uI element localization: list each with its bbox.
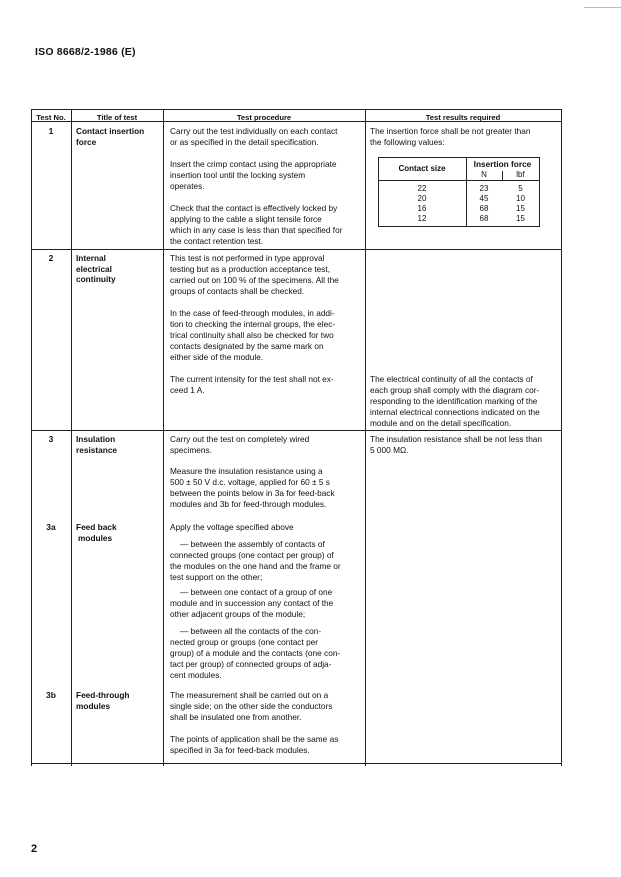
lbf-22: 5 [518, 184, 523, 193]
procedure-2a: This test is not performed in type approval testing but as a production acceptance test, carried out on 100 % of the specimens. All the groups of contacts shall be checked. [170, 253, 339, 297]
results-3: The insulation resistance shall be not less than 5 000 MΩ. [370, 434, 543, 456]
newton-22: 23 [479, 184, 489, 193]
procedure-1b: Insert the crimp contact using the appropriate insertion tool until the locking system operates. [170, 159, 337, 192]
procedure-3a-3: — between one contact of a group of one module and in succession any contact of the other adjacent groups of the module; [170, 587, 334, 620]
size-16: 16 [417, 204, 427, 213]
procedure-2b: In the case of feed-through modules, in addi- tion to checking the internal groups, the elec- trical continuity shall also be checked for two contacts designated by the same mark on either side of the module. [170, 308, 336, 363]
table-divider-1 [71, 109, 72, 766]
procedure-1a: Carry out the test individually on each contact or as specified in the detail specification. [170, 126, 338, 148]
size-12: 12 [417, 214, 427, 223]
unit-newton: N [481, 170, 487, 179]
procedure-3b-2: The points of application shall be the same as specified in 3a for feed-back modules. [170, 734, 339, 756]
newton-16: 68 [479, 204, 489, 213]
corner-rule [584, 7, 621, 8]
title-1: Contact insertion force [76, 126, 145, 147]
table-border-right [561, 109, 562, 766]
unit-lbf: lbf [516, 170, 525, 179]
lbf-12: 15 [516, 214, 525, 223]
procedure-3b: Measure the insulation resistance using a 500 ± 50 V d.c. voltage, applied for 60 ± 5 s between the points below in 3a for feed-back modules and 3b for feed-through modules. [170, 466, 335, 510]
results-2: The electrical continuity of all the contacts of each group shall comply with the diagram cor- responding to the identification marking of the internal electrical connections indicated on the module and on the detail specification. [370, 374, 540, 429]
lbf-16: 15 [516, 204, 525, 213]
col-insertion-force: Insertion force [473, 159, 532, 169]
test-no-3b: 3b [46, 690, 56, 700]
title-3: Insulation resistance [76, 434, 118, 455]
table-bottom-rule [31, 763, 562, 764]
test-no-1: 1 [48, 126, 54, 136]
procedure-2c: The current intensity for the test shall not ex- ceed 1 A. [170, 374, 334, 396]
procedure-3a-2: — between the assembly of contacts of connected groups (one contact per group) of the modules on the one hand and the frame or test support on the other; [170, 539, 341, 583]
newton-20: 45 [479, 194, 489, 203]
col-contact-size: Contact size [398, 164, 446, 173]
title-2: Internal electrical continuity [76, 253, 116, 285]
procedure-3a-4: — between all the contacts of the con- nected group or groups (one contact per group) of a module and the contacts (one con- tact per group) of connected groups of adja- cent modules. [170, 626, 341, 681]
title-3a: Feed back modules [76, 522, 117, 543]
test-no-3a: 3a [46, 522, 56, 532]
table-border-top [31, 109, 562, 110]
document-id: ISO 8668/2-1986 (E) [35, 46, 136, 58]
insertion-force-table [378, 157, 540, 227]
table-divider-2 [163, 109, 164, 766]
title-3b: Feed-through modules [76, 690, 130, 711]
row-rule-1 [31, 249, 562, 250]
results-1-intro: The insertion force shall be not greater than the following values: [370, 126, 531, 148]
procedure-3a: Carry out the test on completely wired specimens. [170, 434, 310, 456]
row-rule-2 [31, 430, 562, 431]
test-no-3: 3 [48, 434, 54, 444]
size-22: 22 [417, 184, 427, 193]
procedure-3a-1: Apply the voltage specified above [170, 522, 294, 532]
procedure-1c: Check that the contact is effectively locked by applying to the cable a slight tensile force which in any case is less than that specified for the contact retention test. [170, 203, 343, 247]
test-no-2: 2 [48, 253, 54, 263]
table-divider-3 [365, 109, 366, 766]
procedure-3b-1: The measurement shall be carried out on a single side; on the other side the conductors shall be insulated one from another. [170, 690, 333, 723]
page-number: 2 [31, 843, 38, 855]
size-20: 20 [417, 194, 427, 203]
lbf-20: 10 [516, 194, 525, 203]
header-title: Title of test [96, 113, 138, 122]
header-test-no: Test No. [36, 113, 66, 122]
newton-12: 68 [479, 214, 489, 223]
header-procedure: Test procedure [236, 113, 292, 122]
header-results: Test results required [425, 113, 501, 122]
